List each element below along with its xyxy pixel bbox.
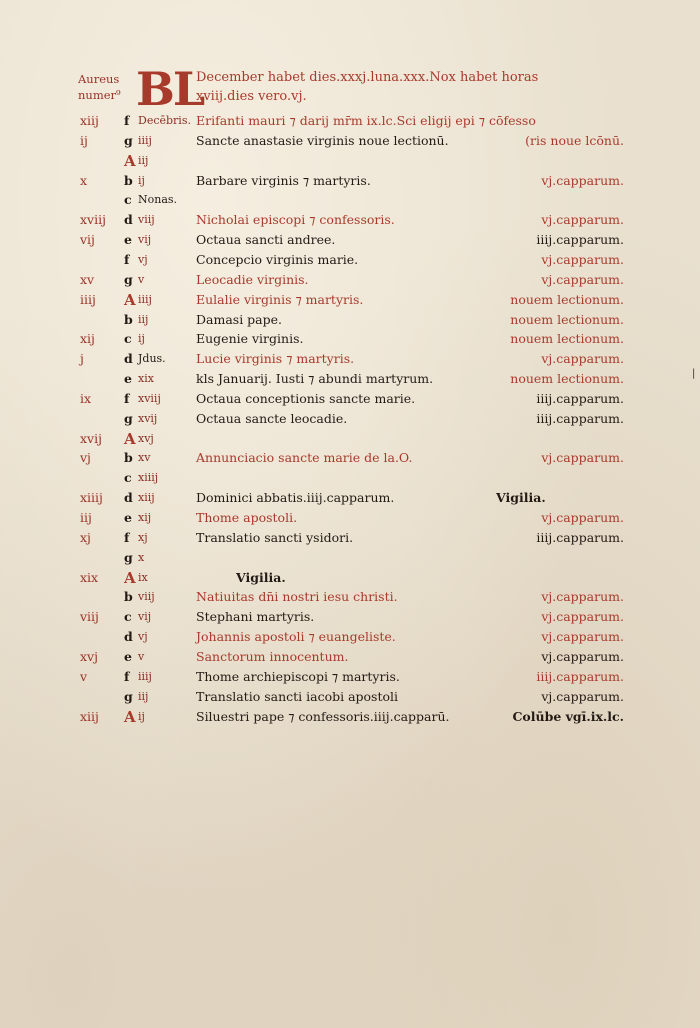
office-rank: nouem lectionum. [510,331,624,347]
header-line-1: December habet dies.xxxj.luna.xxx.Nox habet horas [196,70,539,85]
roman-day: xviij [138,391,161,405]
margin-tick: | [692,368,696,379]
golden-number-label-2: numer⁹ [78,88,121,102]
golden-number: xv [80,271,95,287]
dominical-letter: f [124,251,130,267]
feast-text: Translatio sancti iacobi apostoli [196,688,399,704]
office-rank: vj.capparum. [541,251,624,267]
feast-text: Damasi pape. [196,311,282,327]
dominical-letter: b [124,450,133,466]
feast-text: Siluestri pape ⁊ confessoris.iiij.capparū. [196,708,450,724]
feast-text: Barbare virginis ⁊ martyris. [196,172,371,188]
roman-day: ij [138,332,145,346]
golden-number: v [80,668,88,684]
office-rank: iiij.capparum. [536,232,624,248]
office-rank: vj.capparum. [541,510,624,525]
feast-text: Octaua sancte leocadie. [196,410,348,426]
calendar-row [0,211,700,231]
dominical-letter: g [124,132,133,148]
calendar-row [0,291,700,311]
calendar-row [0,549,700,569]
dominical-letter: c [124,609,132,625]
golden-number: j [80,351,84,367]
office-rank: vj.capparum. [541,589,624,605]
office-rank: nouem lectionum. [510,371,624,387]
roman-day: ij [138,709,145,723]
office-rank: Vigilia. [496,490,546,506]
roman-day: xiij [138,491,155,505]
golden-number: iij [80,510,92,525]
initial-letter: B [136,62,173,116]
dominical-letter: g [124,549,133,565]
office-rank: vj.capparum. [541,629,624,645]
roman-day: xv [138,451,151,465]
golden-number: x [80,172,88,188]
golden-number: xix [80,569,99,585]
roman-day: vj [138,630,148,644]
calendar-row [0,231,700,251]
office-rank: vj.capparum. [541,271,624,287]
dominical-letter: g [124,410,133,426]
decorated-initial [136,62,204,116]
feast-text: Vigilia. [236,569,286,585]
golden-number: viij [80,609,99,625]
roman-day: xij [138,511,152,524]
roman-day: iiij [138,292,152,306]
office-rank: (ris noue lcōnū. [525,132,624,148]
roman-day: iiij [138,669,152,683]
dominical-letter: f [124,529,130,545]
calendar-row [0,390,700,410]
calendar-row [0,489,700,509]
dominical-letter: e [124,371,132,387]
dominical-letter: d [124,212,133,228]
roman-day: v [138,272,145,286]
feast-text: Dominici abbatis.iiij.capparum. [196,490,395,506]
dominical-letter: A [124,568,136,587]
feast-text: Sancte anastasie virginis noue lectionū. [196,132,449,148]
calendar-row [0,668,700,688]
office-rank: vj.capparum. [541,609,624,625]
roman-day: iij [138,689,149,703]
feast-text: Concepcio virginis marie. [196,251,359,267]
dominical-letter: e [124,510,132,525]
calendar-row [0,271,700,291]
roman-day: Decēbris. [138,114,191,127]
dominical-letter: b [124,311,133,327]
golden-number: vij [80,232,95,248]
feast-text: Octaua sancti andree. [196,232,336,248]
dominical-letter: A [124,429,136,448]
office-rank: vj.capparum. [541,172,624,188]
calendar-row [0,191,700,211]
dominical-letter: g [124,271,133,287]
office-rank: vj.capparum. [541,450,624,466]
dominical-letter: d [124,351,133,367]
calendar-row [0,251,700,271]
dominical-letter: A [124,707,136,726]
feast-text: Translatio sancti ysidori. [196,529,354,545]
roman-day: vij [138,610,152,624]
roman-day: x [138,550,145,564]
roman-day: xj [138,530,148,544]
golden-number: xj [80,529,91,545]
feast-text: Eulalie virginis ⁊ martyris. [196,291,364,307]
calendar-row [0,449,700,469]
office-rank: iiij.capparum. [536,410,624,426]
roman-day: iiij [138,133,152,147]
golden-number: iiij [80,291,96,307]
golden-number: xiij [80,708,99,724]
dominical-letter: d [124,629,133,645]
initial-letter-2: L [172,62,204,116]
office-rank: vj.capparum. [541,648,624,664]
office-rank: Colūbe vgī.ix.lc. [512,708,624,724]
feast-text: Lucie virginis ⁊ martyris. [196,351,355,367]
dominical-letter: f [124,390,130,406]
feast-text: Annunciacio sancte marie de la.O. [196,450,413,466]
roman-day: Nonas. [138,193,178,207]
office-rank: vj.capparum. [541,212,624,228]
calendar-row [0,509,700,529]
golden-number: xvj [80,648,98,664]
feast-text: Natiuitas dn̄i nostri iesu christi. [196,589,398,605]
feast-text: Octaua conceptionis sancte marie. [196,390,416,406]
feast-text: Leocadie virginis. [196,271,309,287]
calendar-row [0,529,700,549]
calendar-row [0,469,700,489]
dominical-letter: e [124,648,132,664]
calendar-row [0,132,700,152]
header-line-2: xviij.dies vero.vj. [196,89,307,104]
golden-number: ij [80,132,88,148]
dominical-letter: d [124,490,133,506]
office-rank: iiij.capparum. [536,390,624,406]
golden-number: ix [80,390,92,406]
feast-text: Nicholai episcopi ⁊ confessoris. [196,212,395,228]
feast-text: Stephani martyris. [196,609,315,625]
calendar-row [0,430,700,450]
roman-day: xix [138,372,154,386]
roman-day: viij [138,590,155,604]
dominical-letter: A [124,151,136,170]
dominical-letter: c [124,192,132,208]
calendar-row [0,311,700,331]
office-rank: iiij.capparum. [536,529,624,545]
golden-number: xviij [80,212,106,228]
dominical-letter: c [124,470,132,486]
golden-number: xij [80,331,95,347]
office-rank: vj.capparum. [541,688,624,704]
feast-text: Sanctorum innocentum. [196,648,349,664]
calendar-row [0,608,700,628]
golden-number: vj [80,450,91,466]
calendar-row [0,370,700,390]
dominical-letter: A [124,290,136,309]
golden-number: xiiij [80,490,103,506]
calendar-row [0,688,700,708]
roman-day: vij [138,233,152,247]
calendar-row [0,708,700,728]
roman-day: xiiij [138,471,159,485]
roman-day: v [138,649,145,663]
office-rank: vj.capparum. [541,351,624,367]
calendar-row [0,410,700,430]
calendar-row [0,330,700,350]
feast-text: Erifanti mauri ⁊ darij mr̄m ix.lc.Sci eligij epi ⁊ cōfesso [196,113,536,128]
golden-number-label-1: Aureus [78,72,120,86]
dominical-letter: e [124,232,132,248]
feast-text: Eugenie virginis. [196,331,304,347]
dominical-letter: b [124,172,133,188]
calendar-row [0,588,700,608]
calendar-row [0,350,700,370]
roman-day: xvj [138,431,154,445]
calendar-row [0,569,700,589]
dominical-letter: f [124,668,130,684]
calendar-row [0,628,700,648]
feast-text: kls Januarij. Iusti ⁊ abundi martyrum. [196,371,434,387]
feast-text: Johannis apostoli ⁊ euangeliste. [196,629,396,645]
roman-day: vj [138,252,148,266]
dominical-letter: f [124,113,130,128]
dominical-letter: c [124,331,132,347]
roman-day: iij [138,312,149,326]
calendar-row [0,648,700,668]
roman-day: ij [138,173,145,187]
feast-text: Thome apostoli. [196,510,298,525]
dominical-letter: b [124,589,133,605]
golden-number: xvij [80,430,102,446]
office-rank: iiij.capparum. [536,668,624,684]
calendar-row [0,112,700,132]
roman-day: ix [138,570,148,584]
dominical-letter: g [124,688,133,704]
golden-number: xiij [80,113,99,128]
roman-day: viij [138,213,155,227]
office-rank: nouem lectionum. [510,311,624,327]
calendar-row [0,152,700,172]
roman-day: iij [138,153,149,167]
office-rank: nouem lectionum. [510,291,624,307]
roman-day: Jdus. [138,352,166,366]
roman-day: xvij [138,411,158,425]
calendar-row [0,172,700,192]
feast-text: Thome archiepiscopi ⁊ martyris. [196,668,400,684]
